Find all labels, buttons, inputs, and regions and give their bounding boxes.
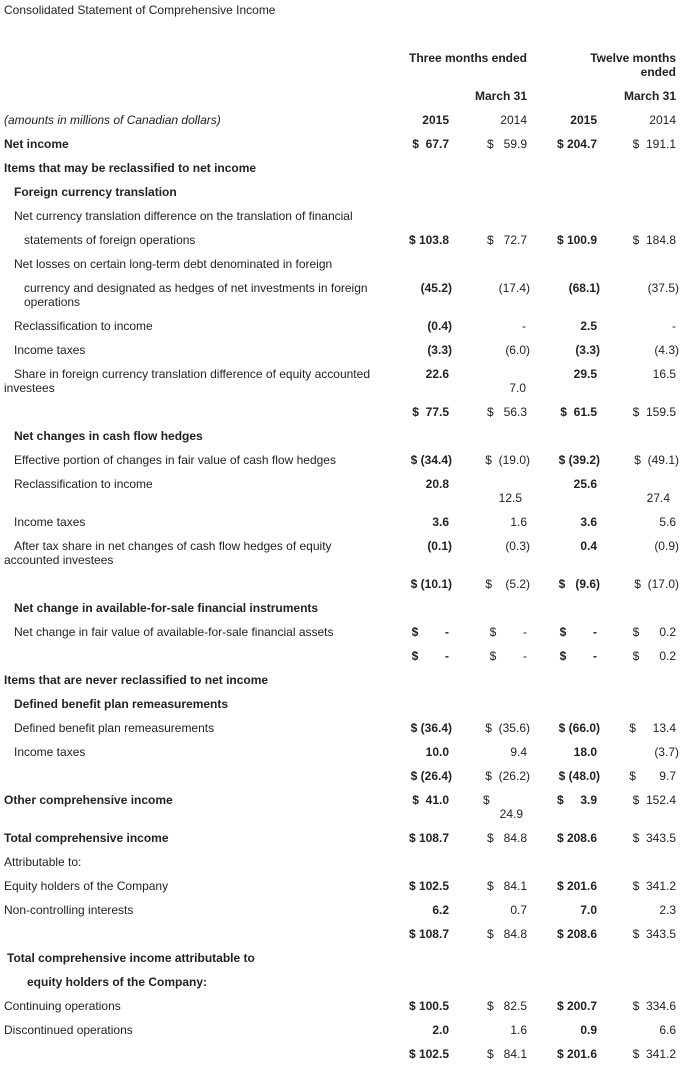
cell-2014-12m: $ 0.2 (632, 649, 676, 663)
cell-2015-12m: (68.1) (568, 281, 600, 295)
cell-2014-12m: $ 9.7 (629, 769, 676, 783)
cell-2014-12m: 5.6 (659, 515, 676, 529)
cell-2015-3m: $ 108.7 (408, 927, 449, 941)
section-heading: Items that are never reclassified to net income (4, 673, 269, 687)
row-label: Net losses on certain long-term debt denominated in foreign (14, 257, 333, 271)
row-label: Other comprehensive income (4, 793, 173, 807)
header-year-2015-a: 2015 (422, 113, 449, 127)
cell-2014-12m: $ (17.0) (634, 577, 679, 591)
cell-2014-12m: (0.9) (654, 539, 679, 553)
cell-2014-3m: $ 59.9 (486, 137, 527, 151)
cell-2015-3m: $ 77.5 (412, 405, 449, 419)
cell-2014-12m: (4.3) (654, 343, 679, 357)
cell-2014-3m: - (522, 319, 526, 333)
cell-2014-3m: $ 84.1 (486, 1047, 527, 1061)
cell-2015-12m: 0.9 (580, 1023, 597, 1037)
row-label: Continuing operations (4, 999, 121, 1013)
cell-2014-12m: (3.7) (654, 745, 679, 759)
cell-2014-12m: $ 13.4 (629, 721, 676, 735)
cell-2015-3m: $ - (411, 649, 449, 663)
cell-2015-12m: $ (48.0) (558, 769, 600, 783)
cell-2015-12m: $ 208.6 (556, 831, 597, 845)
cell-2014-3m: (6.0) (505, 343, 530, 357)
cell-2014-3m: (0.3) (505, 539, 530, 553)
cell-2015-12m: $ (66.0) (558, 721, 600, 735)
cell-2015-3m: 3.6 (432, 515, 449, 529)
cell-2014-3m: $ 82.5 (486, 999, 527, 1013)
row-label: Net currency translation difference on the translation of financial (14, 209, 353, 223)
cell-2015-12m: $ 201.6 (556, 879, 597, 893)
cell-2015-12m: $ - (559, 649, 597, 663)
units-note: (amounts in millions of Canadian dollars) (4, 113, 221, 127)
cell-2015-12m: $ 208.6 (556, 927, 597, 941)
header-march31-a: March 31 (474, 89, 527, 103)
cell-2015-3m: $ (26.4) (410, 769, 452, 783)
cell-2015-3m: 22.6 (425, 367, 449, 381)
header-march31-b: March 31 (623, 89, 676, 103)
row-label: Effective portion of changes in fair value of cash flow hedges (14, 453, 336, 467)
row-label: Reclassification to income (14, 319, 153, 333)
cell-2014-3m: 9.4 (510, 745, 527, 759)
cell-2014-12m: 16.5 (652, 367, 676, 381)
cell-2015-3m: $ 41.0 (412, 793, 449, 807)
row-label: After tax share in net changes of cash flow hedges of equity accounted investees (4, 539, 332, 567)
row-label: Defined benefit plan remeasurements (14, 721, 215, 735)
header-year-2014-a: 2014 (500, 113, 527, 127)
cell-2014-12m: 6.6 (659, 1023, 676, 1037)
cell-2014-12m: $ 343.5 (632, 927, 676, 941)
row-label: Discontinued operations (4, 1023, 133, 1037)
cell-2015-12m: 2.5 (580, 319, 597, 333)
cell-2014-12m: $ 341.2 (632, 879, 676, 893)
cell-2014-12m: $ 341.2 (632, 1047, 676, 1061)
cell-2014-3m: $ 56.3 (486, 405, 527, 419)
row-label: Attributable to: (4, 855, 82, 869)
cell-2015-3m: 20.8 (425, 477, 449, 491)
cell-2015-3m: 6.2 (432, 903, 449, 917)
cell-2014-12m: $ 334.6 (632, 999, 676, 1013)
cell-2015-3m: (0.1) (427, 539, 452, 553)
cell-2015-3m: $ 103.8 (408, 233, 449, 247)
cell-2014-12m: $ 159.5 (632, 405, 676, 419)
subsection-heading: Net changes in cash flow hedges (14, 429, 203, 443)
row-label: Equity holders of the Company (4, 879, 169, 893)
cell-2015-3m: $ (34.4) (410, 453, 452, 467)
cell-2014-3m: $ 72.7 (486, 233, 527, 247)
cell-2014-3m: $ (26.2) (485, 769, 530, 783)
cell-2014-3m: $ (35.6) (485, 721, 530, 735)
cell-2014-12m: $ 0.2 (632, 625, 676, 639)
cell-2015-12m: $ 61.5 (560, 405, 597, 419)
cell-2014-3m: 1.6 (510, 515, 527, 529)
cell-2014-12m: (37.5) (647, 281, 679, 295)
cell-2014-3m: 1.6 (510, 1023, 527, 1037)
cell-2015-3m: $ 108.7 (408, 831, 449, 845)
section-heading: equity holders of the Company: (27, 975, 208, 989)
row-label: Income taxes (14, 745, 86, 759)
section-heading: Items that may be reclassified to net income (4, 161, 257, 175)
row-label: Income taxes (14, 343, 86, 357)
cell-2014-12m: $ 184.8 (632, 233, 676, 247)
cell-2014-3m: $ - (489, 625, 527, 639)
row-label: Share in foreign currency translation difference of equity accounted investees (4, 367, 370, 395)
row-label: Reclassification to income (14, 477, 153, 491)
cell-2014-3m: (17.4) (498, 281, 530, 295)
cell-2014-3m: $ (5.2) (485, 577, 530, 591)
cell-2014-12m: $ (49.1) (634, 453, 679, 467)
cell-2014-3m: 0.7 (510, 903, 527, 917)
cell-2014-3m: $ 84.1 (486, 879, 527, 893)
header-year-2014-b: 2014 (649, 113, 676, 127)
cell-2014-12m: 2.3 (659, 903, 676, 917)
row-label: Non-controlling interests (4, 903, 134, 917)
cell-2014-12m: $ 191.1 (632, 137, 676, 151)
cell-2015-3m: 10.0 (425, 745, 449, 759)
subsection-heading: Foreign currency translation (14, 185, 177, 199)
cell-2015-12m: 18.0 (573, 745, 597, 759)
cell-2014-3m: 7.0 (509, 381, 526, 395)
cell-2014-12m: - (672, 319, 676, 333)
cell-2014-12m: $ 343.5 (632, 831, 676, 845)
cell-2015-3m: $ (36.4) (410, 721, 452, 735)
subsection-heading: Defined benefit plan remeasurements (14, 697, 229, 711)
cell-2015-12m: 25.6 (573, 477, 597, 491)
cell-2015-12m: (3.3) (575, 343, 600, 357)
header-three-months: Three months ended (408, 51, 527, 65)
subsection-heading: Net change in available-for-sale financial instruments (14, 601, 319, 615)
cell-2015-12m: 0.4 (580, 539, 597, 553)
cell-2015-3m: (3.3) (427, 343, 452, 357)
cell-2014-3m: $ (19.0) (485, 453, 530, 467)
row-label: Total comprehensive income (4, 831, 169, 845)
header-year-2015-b: 2015 (570, 113, 597, 127)
cell-2015-3m: (45.2) (420, 281, 452, 295)
cell-2015-3m: $ 102.5 (408, 1047, 449, 1061)
cell-2015-3m: $ - (411, 625, 449, 639)
cell-2014-3m: 12.5 (498, 491, 522, 505)
cell-2015-12m: $ (9.6) (558, 577, 600, 591)
cell-2015-12m: $ (39.2) (558, 453, 600, 467)
row-label: Net income (4, 137, 69, 151)
cell-2015-3m: $ (10.1) (410, 577, 452, 591)
row-label: Net change in fair value of available-for-sale financial assets (14, 625, 334, 639)
row-label: statements of foreign operations (24, 233, 196, 247)
cell-2014-3m: $ 84.8 (486, 927, 527, 941)
header-twelve-months: Twelve months ended (590, 51, 676, 79)
cell-2015-12m: $ 100.9 (556, 233, 597, 247)
section-heading: Total comprehensive income attributable to (7, 951, 255, 965)
cell-2015-3m: $ 102.5 (408, 879, 449, 893)
row-label: Income taxes (14, 515, 86, 529)
cell-2014-3m: $ 84.8 (486, 831, 527, 845)
cell-2015-3m: (0.4) (427, 319, 452, 333)
cell-2015-12m: $ - (559, 625, 597, 639)
cell-2014-12m: 27.4 (646, 491, 670, 505)
cell-2014-3m: $ - (489, 649, 527, 663)
cell-2015-12m: $ 3.9 (556, 793, 597, 807)
cell-2015-12m: $ 200.7 (556, 999, 597, 1013)
cell-2015-12m: 7.0 (580, 903, 597, 917)
cell-2014-3m: 24.9 (499, 807, 523, 821)
cell-2015-12m: 3.6 (580, 515, 597, 529)
cell-2015-3m: $ 100.5 (408, 999, 449, 1013)
cell-2015-12m: $ 201.6 (556, 1047, 597, 1061)
row-label: currency and designated as hedges of net investments in foreign operations (24, 281, 368, 309)
cell-2015-3m: $ 67.7 (412, 137, 449, 151)
cell-2015-12m: $ 204.7 (556, 137, 597, 151)
cell-2015-3m: 2.0 (432, 1023, 449, 1037)
cell-2014-12m: $ 152.4 (632, 793, 676, 807)
cell-2015-12m: 29.5 (573, 367, 597, 381)
cell-2014-3m-currency: $ (483, 793, 490, 807)
page-title: Consolidated Statement of Comprehensive Income (4, 3, 276, 17)
